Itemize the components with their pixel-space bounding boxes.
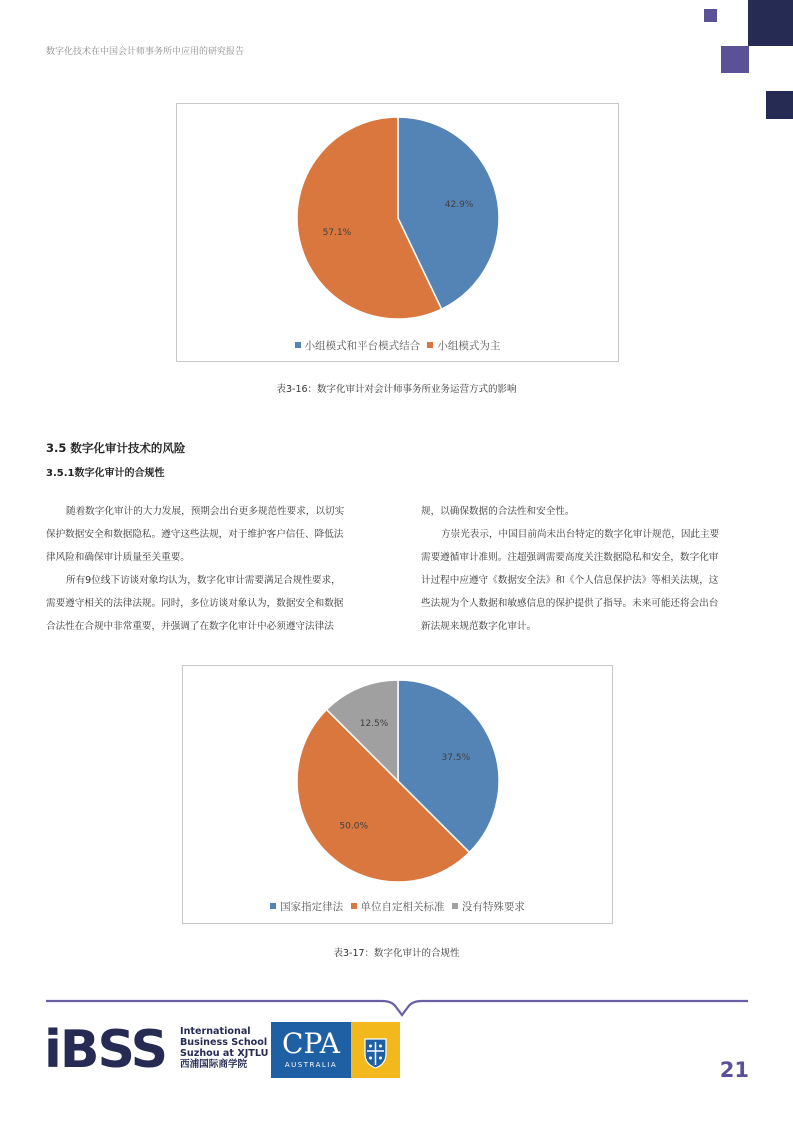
corner-square-small [704,9,717,22]
footer-divider [46,995,750,1019]
ibss-logo-mark: iBSS [44,1020,167,1080]
pie-chart-1 [177,104,618,334]
legend-item [295,338,421,353]
legend-item [351,899,445,914]
body-line: 随着数字化审计的大力发展，预期会出台更多规范性要求，以切实 [66,506,345,517]
corner-square-navy-right [766,91,793,119]
cpa-logo-text: CPA [282,1027,340,1060]
cpa-logo-sub: AUSTRALIA [284,1061,338,1069]
ibss-logo [44,1020,167,1080]
corner-square-purple [721,46,749,73]
body-line: 所有9位线下访谈对象均认为，数字化审计需要满足合规性要求， [66,575,341,586]
subsection-heading: 3.5.1数字化审计的合规性 [46,468,165,479]
chart-compliance [182,665,613,924]
legend-label: 小组模式和平台模式结合 [304,340,421,352]
ibss-name-line: 西浦国际商学院 [180,1059,248,1070]
body-line: 需要遵守相关的法律法规。同时，多位访谈对象认为，数据安全和数据 [46,598,344,609]
legend-2 [183,899,612,914]
body-line: 需要遵循审计准则。注超强调需要高度关注数据隐私和安全，数字化审 [421,552,719,563]
legend-label: 单位自定相关标准 [360,901,445,913]
page-number: 21 [719,1058,749,1082]
pie-chart-2 [183,666,612,896]
body-column-left [46,500,376,638]
corner-square-navy-large [748,0,793,46]
legend-item [427,338,500,353]
legend-swatch-blue [295,342,301,348]
body-line: 方崇光表示，中国目前尚未出台特定的数字化审计规范，因此主要 [441,529,720,540]
legend-swatch-orange [427,342,433,348]
ibss-name-line: International [180,1026,251,1037]
body-line: 规，以确保数据的合法性和安全性。 [421,506,575,517]
running-header: 数字化技术在中国会计师事务所中应用的研究报告 [46,47,245,57]
pie-data-label: 50.0% [339,821,369,832]
body-line: 新法规来规范数字化审计。 [421,621,537,632]
body-column-right [421,500,751,638]
crest-icon [351,1022,400,1078]
body-line: 计过程中应遵守《数据安全法》和《个人信息保护法》等相关法规，这 [421,575,719,586]
legend-swatch-orange [351,903,357,909]
legend-label: 国家指定律法 [280,901,344,913]
section-heading: 3.5 数字化审计技术的风险 [46,441,186,455]
chart-business-operation [176,103,619,362]
legend-label: 没有特殊要求 [461,901,525,913]
pie-data-label: 42.9% [444,200,474,211]
legend-item [452,899,525,914]
caption-table-3-16: 表3-16：数字化审计对会计师事务所业务运营方式的影响 [276,384,517,395]
ibss-name-line: Suzhou at XJTLU [180,1048,269,1059]
legend-1 [177,338,618,353]
ibss-name [180,1026,268,1070]
legend-swatch-blue [270,903,276,909]
legend-swatch-gray [452,903,458,909]
body-line: 保护数据安全和数据隐私。遵守这些法规，对于维护客户信任、降低法 [46,529,344,540]
pie-data-label: 12.5% [359,719,389,730]
pie-data-label: 37.5% [441,753,471,764]
body-line: 合法性在合规中非常重要，并强调了在数字化审计中必须遵守法律法 [46,621,334,632]
body-line: 律风险和确保审计质量至关重要。 [46,552,190,563]
cpa-crest [351,1022,400,1078]
caption-table-3-17: 表3-17：数字化审计的合规性 [333,948,460,959]
legend-label: 小组模式为主 [437,340,501,352]
body-line: 些法规为个人数据和敏感信息的保护提供了指导。未来可能还将会出台 [421,598,719,609]
ibss-name-line: Business School [180,1037,268,1048]
cpa-logo [271,1022,351,1078]
legend-item [270,899,343,914]
pie-data-label: 57.1% [322,227,352,238]
